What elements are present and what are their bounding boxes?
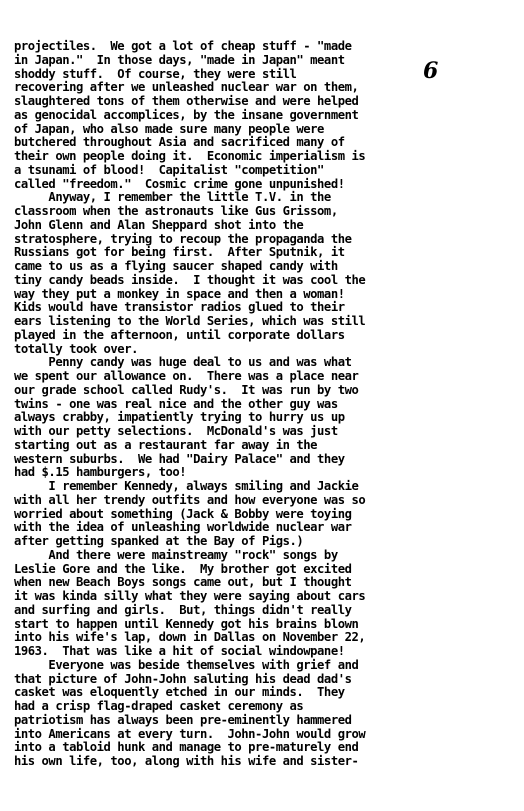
text-line: we spent our allowance on. There was a place near	[14, 369, 359, 383]
text-line: 1963. That was like a hit of social windowpane!	[14, 644, 345, 658]
text-line: played in the afternoon, until corporate dollars	[14, 327, 345, 342]
text-line: their own people doing it. Economic imperialism is	[14, 149, 366, 163]
text-line: of Japan, who also made sure many people were	[14, 121, 324, 136]
text-line: a tsunami of blood! Capitalist "competition"	[14, 162, 324, 177]
text-line: with all her trendy outfits and how everyone was so	[14, 492, 366, 507]
text-line: that picture of John-John saluting his dead dad's	[14, 671, 352, 686]
text-line: patriotism has always been pre-eminently hammered	[14, 712, 352, 727]
text-line: after getting spanked at the Bay of Pigs.)	[14, 534, 304, 548]
text-line: And there were mainstreamy "rock" songs by	[14, 547, 338, 562]
text-line: ears listening to the World Series, which was still	[14, 314, 366, 328]
text-line: Anyway, I remember the little T.V. in the	[14, 190, 331, 205]
text-line: into a tabloid hunk and manage to pre-maturely end	[14, 740, 359, 755]
text-line: western suburbs. We had "Dairy Palace" and they	[14, 451, 345, 466]
text-line: as genocidal accomplices, by the insane government	[14, 107, 359, 122]
text-line: Russians got for being first. After Sputnik, it	[14, 245, 345, 260]
text-line: shoddy stuff. Of course, they were still	[14, 66, 297, 81]
text-line: classroom when the astronauts like Gus Grissom,	[14, 204, 338, 218]
body-text	[14, 40, 519, 769]
text-line: into his wife's lap, down in Dallas on November 22,	[14, 630, 366, 645]
text-line: tiny candy beads inside. I thought it was cool the	[14, 272, 366, 287]
text-line: called "freedom." Cosmic crime gone unpunished!	[14, 176, 345, 191]
text-line: twins - one was real nice and the other guy was	[14, 396, 338, 411]
text-line: in Japan." In those days, "made in Japan" meant	[14, 52, 345, 67]
text-line: when new Beach Boys songs came out, but I thought	[14, 575, 352, 590]
handwritten-page-number: 6	[423, 58, 439, 84]
text-line: Everyone was beside themselves with grief and	[14, 657, 359, 672]
text-line: stratosphere, trying to recoup the propaganda the	[14, 231, 352, 246]
text-line: butchered throughout Asia and sacrificed many of	[14, 135, 345, 150]
text-line: John Glenn and Alan Sheppard shot into the	[14, 217, 304, 232]
text-line: it was kinda silly what they were saying about cars	[14, 589, 366, 603]
text-line: way they put a monkey in space and then a woman!	[14, 286, 345, 301]
text-line: his own life, too, along with his wife and sister-	[14, 754, 359, 768]
text-line: projectiles. We got a lot of cheap stuff - "made	[14, 39, 352, 53]
text-line: had a crisp flag-draped casket ceremony as	[14, 699, 304, 713]
text-line: slaughtered tons of them otherwise and were helped	[14, 94, 359, 108]
text-line: casket was eloquently etched in our minds. They	[14, 685, 345, 700]
text-line: and surfing and girls. But, things didn't really	[14, 602, 352, 617]
text-line: Leslie Gore and the like. My brother got excited	[14, 561, 352, 576]
text-line: Kids would have transistor radios glued to their	[14, 300, 345, 315]
text-line: our grade school called Rudy's. It was run by two	[14, 382, 359, 397]
text-line: with our petty selections. McDonald's was just	[14, 424, 338, 438]
text-line: recovering after we unleashed nuclear war on them,	[14, 80, 359, 95]
text-line: I remember Kennedy, always smiling and Jackie	[14, 479, 359, 493]
text-line: had $.15 hamburgers, too!	[14, 465, 187, 480]
text-line: start to happen until Kennedy got his brains blown	[14, 616, 359, 631]
text-line: always crabby, impatiently trying to hurry us up	[14, 410, 345, 425]
text-line: totally took over.	[14, 341, 138, 356]
text-line: came to us as a flying saucer shaped candy with	[14, 259, 338, 273]
text-line: into Americans at every turn. John-John would grow	[14, 726, 366, 741]
text-line: with the idea of unleashing worldwide nuclear war	[14, 520, 352, 535]
text-line: Penny candy was huge deal to us and was what	[14, 355, 352, 370]
text-line: worried about something (Jack & Bobby were toying	[14, 506, 352, 521]
text-line: starting out as a restaurant far away in the	[14, 437, 318, 452]
